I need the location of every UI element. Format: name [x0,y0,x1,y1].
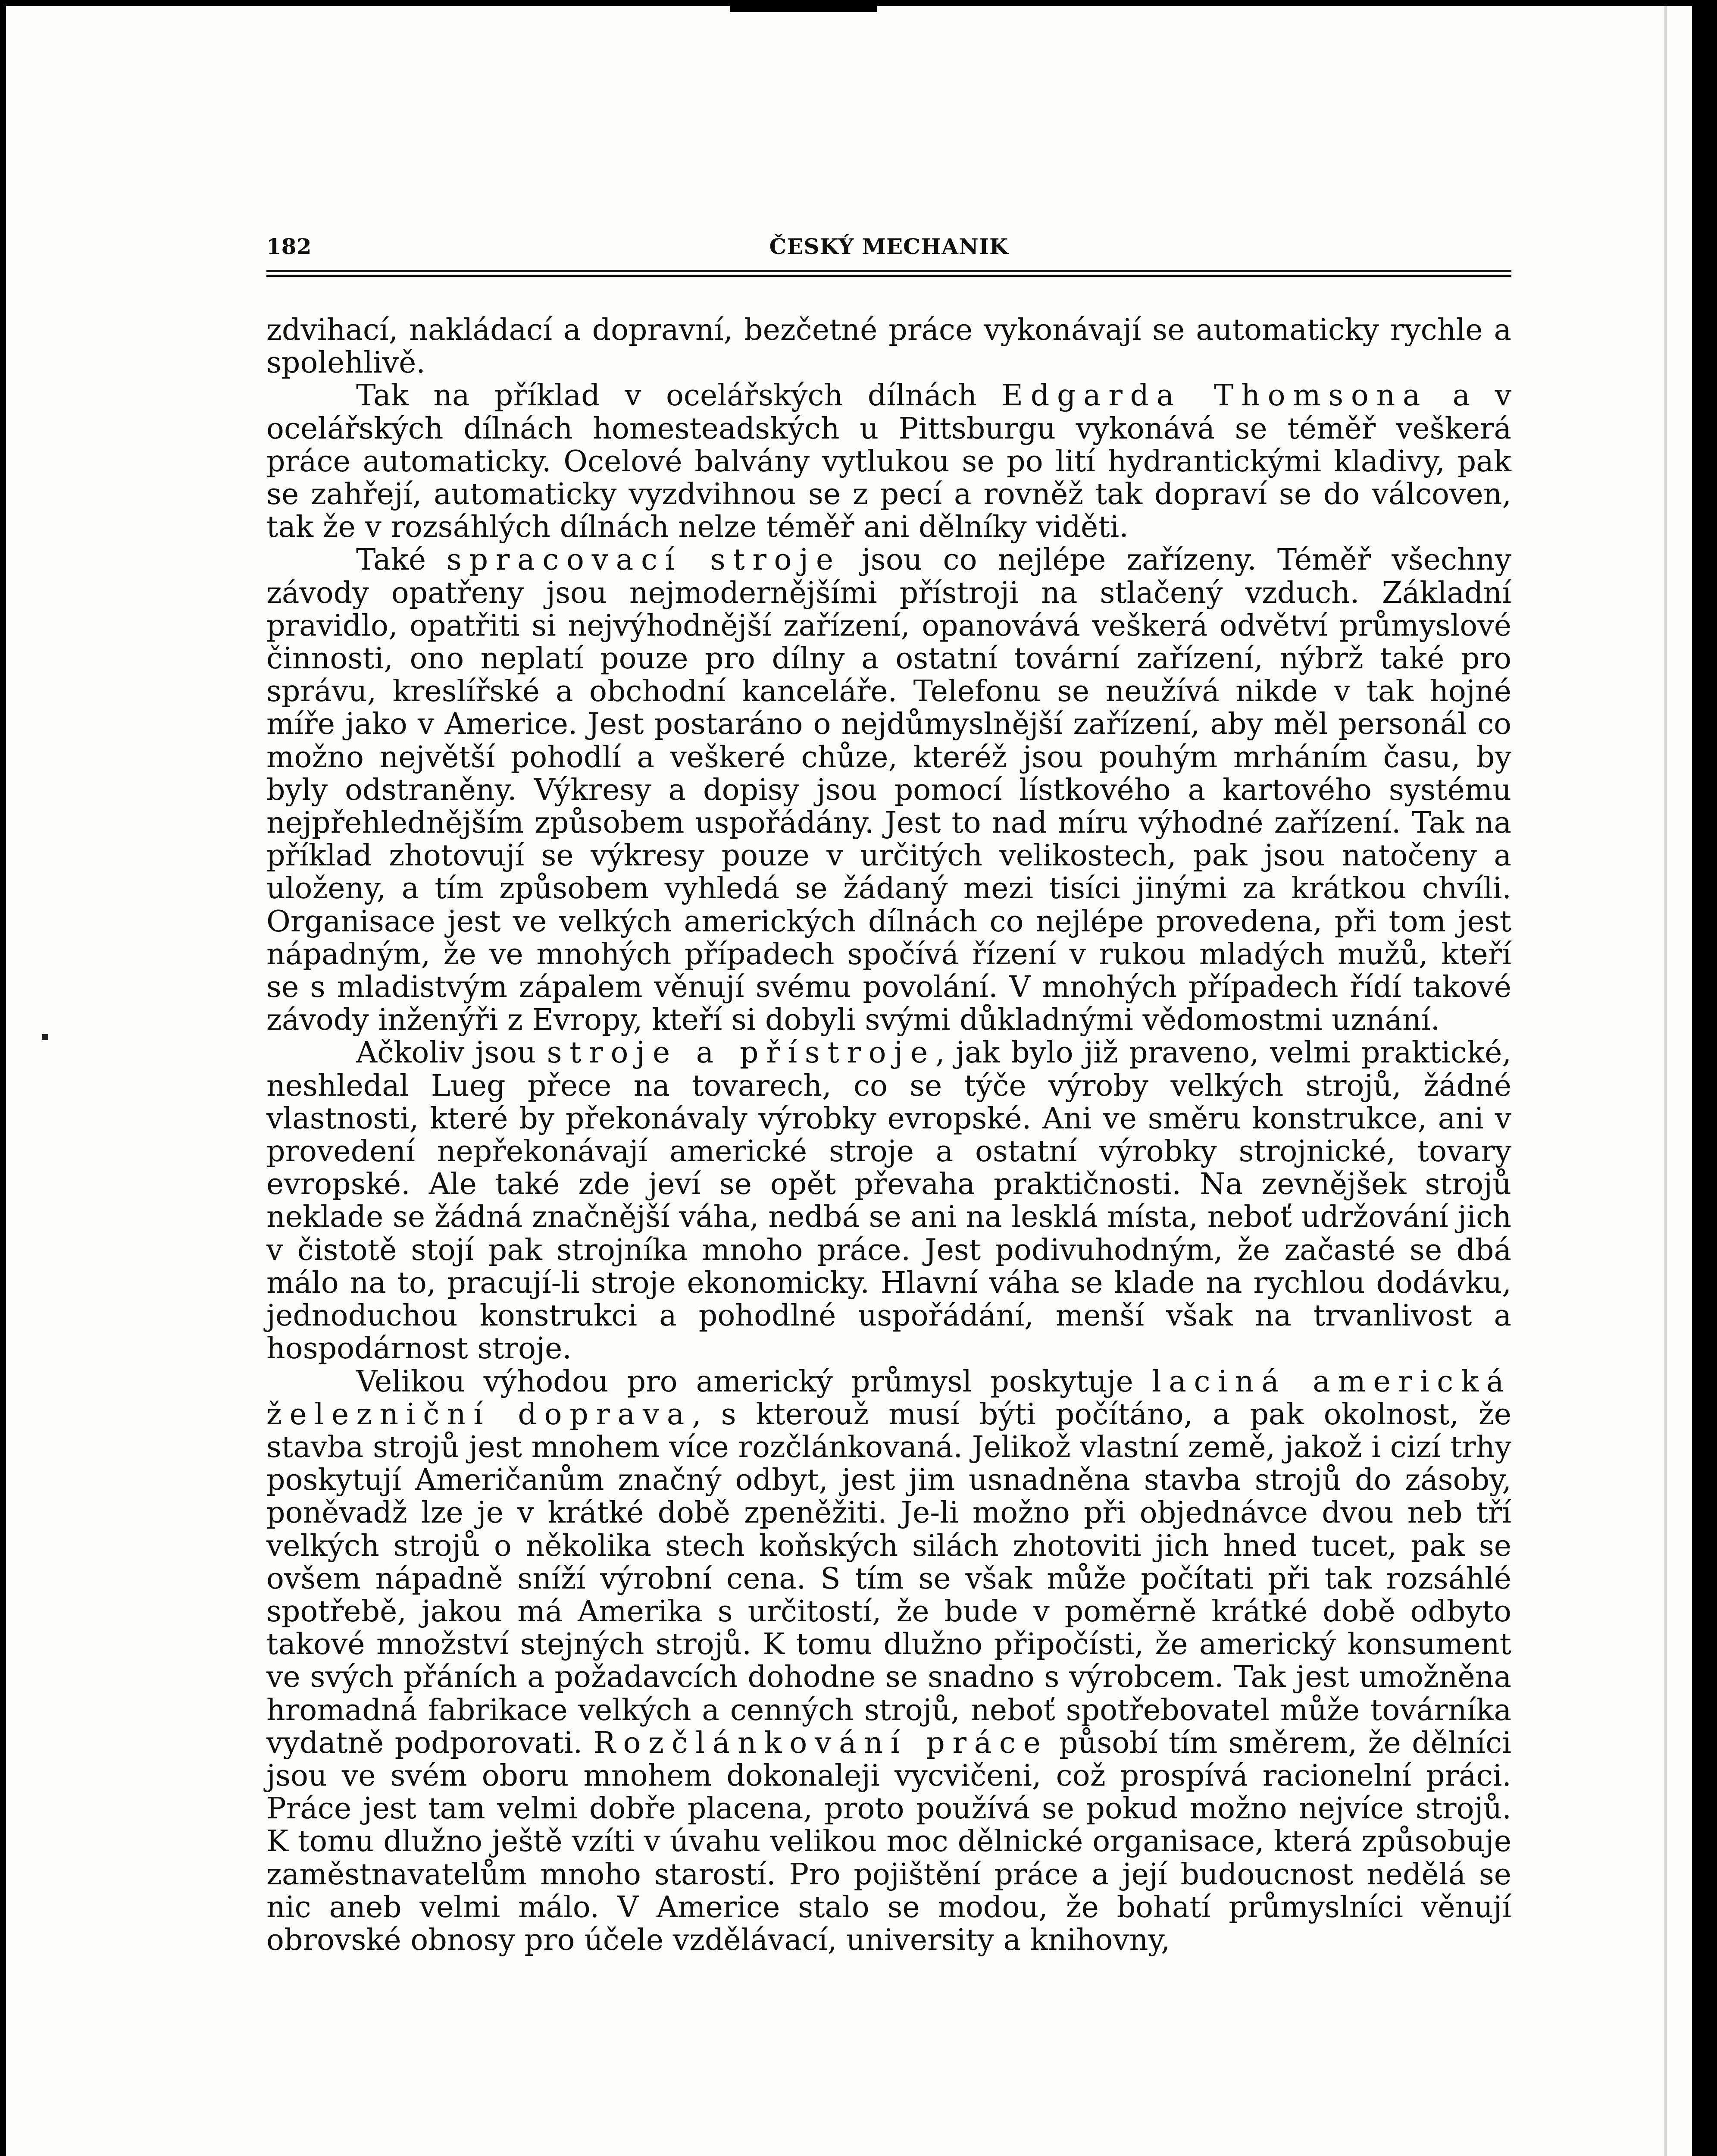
margin-speck [42,1034,48,1040]
journal-title: ČESKÝ MECHANIK [769,234,1009,259]
scan-edge-mark [730,6,877,12]
running-head [266,234,1511,264]
paragraph-text: působí tím směrem, že dělníci jsou ve svém oboru mnohem dokonaleji vycvičeni, což prospívá racionelní práci. Práce jest tam velmi dobře placena, proto používá se pokud možno nejvíce strojů. K tomu dlužno ještě vzíti v úvahu velikou moc dělnické organisace, která způsobuje zaměstnavatelům mnoho starostí. Pro pojištění práce a její budoucnost nedělá se nic aneb velmi málo. V Americe stalo se modou, že bohatí průmyslníci věnují obrovské obnosy pro účele vzdělávací, university a knihovny, [266,1726,1511,1957]
paragraph-text: a v ocelářských dílnách homesteadských u Pittsburgu vykonává se téměř veškerá práce automaticky. Ocelové balvány vytlukou se po lití hydrantickými kladivy, pak se zahřejí, automaticky vyzdvihnou se z pecí a rovněž tak dopraví se do válcoven, tak že v rozsáhlých dílnách nelze téměř ani dělníky viděti. [266,379,1511,545]
paragraph [266,544,1511,1037]
paragraph-text: jsou co nejlépe zařízeny. Téměř všechny závody opatřeny jsou nejmodernějšími přístroji na stlačený vzduch. Základní pravidlo, opatřiti si nejvýhodnější zařízení, opanovává veškerá odvětví průmyslové činnosti, ono neplatí pouze pro dílny a ostatní tovární zařízení, nýbrž také pro správu, kreslířské a obchodní kanceláře. Telefonu se neužívá nikde v tak hojné míře jako v Americe. Jest postaráno o nejdůmyslnější zařízení, aby měl personál co možno největší pohodlí a veškeré chůze, kteréž jsou pouhým mrháním času, by byly odstraněny. Výkresy a dopisy jsou pomocí lístkového a kartového systému nejpřehlednějším způsobem uspořádány. Jest to nad míru výhodné zařízení. Tak na příklad zhotovují se výkresy pouze v určitých velikostech, pak jsou natočeny a uloženy, a tím způsobem vyhledá se žádaný mezi tisíci jinými za krátkou chvíli. Organisace jest ve velkých amerických dílnách co nejlépe provedena, při tom jest nápadným, že ve mnohých případech spočívá řízení v rukou mladých mužů, kteří se s mladistvým zápalem věnují svému povolání. V mnohých případech řídí takové závody inženýři z Evropy, kteří si dobyli svými důkladnými vědomostmi uznání. [266,543,1511,1037]
paragraph-text: Také [356,543,447,577]
paragraph [266,1366,1511,1957]
emphasized-text: stroje a přístroje [547,1036,935,1070]
paragraph-text: Ačkoliv jsou [356,1036,547,1070]
paragraph-text: zdvihací, nakládací a dopravní, bezčetné práce vykonávají se automaticky rychle a spolehlivě. [266,313,1511,380]
article-body [266,314,1511,1957]
page-number: 182 [266,234,312,259]
emphasized-text: laciná americká železniční doprava [266,1364,1511,1432]
paragraph [266,1037,1511,1365]
emphasized-text: Edgarda Thomsona [1001,379,1428,413]
emphasized-text: Rozčlánkování práce [593,1726,1048,1760]
emphasized-text: spracovací stroje [447,543,841,577]
page-edge [1664,6,1692,2156]
header-double-rule [266,270,1511,277]
paragraph [266,314,1511,379]
paragraph-text: Tak na příklad v ocelářských dílnách [356,379,1002,413]
paragraph [266,379,1511,544]
paragraph-text: , jak bylo již praveno, velmi praktické, neshledal Lueg přece na tovarech, co se týče výroby velkých strojů, žádné vlastnosti, které by překonávaly výrobky evropské. Ani ve směru konstrukce, ani v provedení nepřekonávají americké stroje a ostatní výrobky strojnické, tovary evropské. Ale také zde jeví se opět převaha praktičnosti. Na zevnějšek strojů neklade se žádná značnější váha, nedbá se ani na lesklá místa, neboť udržování jich v čistotě stojí pak strojníka mnoho práce. Jest podivuhodným, že začasté se dbá málo na to, pracují-li stroje ekonomicky. Hlavní váha se klade na rychlou dodávku, jednoduchou konstrukci a pohodlné uspořádání, menší však na trvanlivost a hospodárnost stroje. [266,1036,1511,1366]
paragraph-text: Velikou výhodou pro americký průmysl poskytuje [356,1364,1152,1399]
paragraph-text: , s kterouž musí býti počítáno, a pak okolnost, že stavba strojů jest mnohem více rozčlánkovaná. Jelikož vlastní země, jakož i cizí trhy poskytují Američanům značný odbyt, jest jim usnadněna stavba strojů do zásoby, poněvadž lze je v krátké době zpeněžiti. Je-li možno při objednávce dvou neb tří velkých strojů o několika stech koňských silách zhotoviti jich hned tucet, pak se ovšem nápadně sníží výrobní cena. S tím se však může počítati při tak rozsáhlé spotřebě, jakou má Amerika s určitostí, že bude v poměrně krátké době odbyto takové množství stejných strojů. K tomu dlužno připočísti, že americký konsument ve svých přáních a požadavcích dohodne se snadno s výrobcem. Tak jest umožněna hromadná fabrikace velkých a cenných strojů, neboť spotřebovatel může továrníka vydatně podporovati. [266,1397,1511,1760]
